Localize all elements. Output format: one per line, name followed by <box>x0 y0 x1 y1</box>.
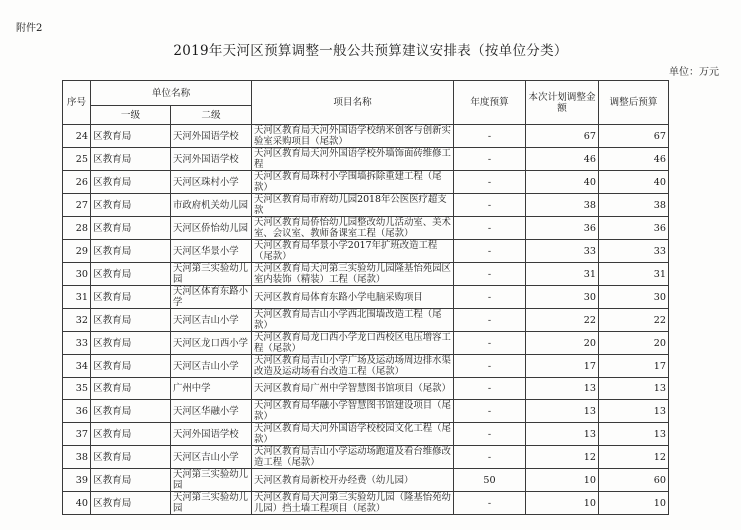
cell-level1: 区教育局 <box>91 171 171 194</box>
cell-project: 天河区教育局天河外国语学校纳米创客与创新实验室采购项目（尾款） <box>252 125 454 148</box>
header-level1: 一级 <box>91 106 171 125</box>
cell-annual-budget: - <box>454 355 526 378</box>
table-row <box>63 332 669 355</box>
header-annual-budget: 年度预算 <box>454 81 526 125</box>
cell-level2: 天河区珠村小学 <box>171 171 252 194</box>
header-project-name: 项目名称 <box>252 81 454 125</box>
cell-project: 天河区教育局新校开办经费（幼儿园） <box>252 469 454 492</box>
cell-adjusted-budget: 10 <box>599 492 669 515</box>
page-title: 2019年天河区预算调整一般公共预算建议安排表（按单位分类） <box>173 43 568 59</box>
table-row <box>63 125 669 148</box>
cell-level1: 区教育局 <box>91 492 171 515</box>
table-row <box>63 423 669 446</box>
cell-adjusted-budget: 46 <box>599 148 669 171</box>
table-row <box>63 194 669 217</box>
table-row <box>63 171 669 194</box>
cell-seq: 25 <box>63 148 91 171</box>
cell-project: 天河区教育局吉山小学运动场跑道及看台维修改造工程（尾款） <box>252 446 454 469</box>
cell-project: 天河区教育局市府幼儿园2018年公医医疗超支款 <box>252 194 454 217</box>
cell-level2: 广州中学 <box>171 378 252 400</box>
cell-seq: 30 <box>63 263 91 286</box>
cell-adjustment-amount: 17 <box>526 355 599 378</box>
cell-annual-budget: - <box>454 446 526 469</box>
budget-table <box>62 80 669 515</box>
cell-level1: 区教育局 <box>91 286 171 309</box>
cell-annual-budget: - <box>454 286 526 309</box>
cell-seq: 35 <box>63 378 91 400</box>
table-row <box>63 240 669 263</box>
cell-adjustment-amount: 31 <box>526 263 599 286</box>
cell-adjustment-amount: 38 <box>526 194 599 217</box>
cell-adjusted-budget: 22 <box>599 309 669 332</box>
cell-annual-budget: - <box>454 378 526 400</box>
cell-annual-budget: - <box>454 240 526 263</box>
cell-seq: 36 <box>63 400 91 423</box>
cell-adjusted-budget: 17 <box>599 355 669 378</box>
cell-adjusted-budget: 60 <box>599 469 669 492</box>
cell-adjusted-budget: 36 <box>599 217 669 240</box>
header-adjusted-budget: 调整后预算 <box>599 81 669 125</box>
cell-adjusted-budget: 40 <box>599 171 669 194</box>
cell-adjusted-budget: 20 <box>599 332 669 355</box>
cell-project: 天河区教育局天河外国语学校校园文化工程（尾款） <box>252 423 454 446</box>
cell-project: 天河区教育局华景小学2017年扩班改造工程（尾款） <box>252 240 454 263</box>
cell-adjusted-budget: 31 <box>599 263 669 286</box>
cell-adjustment-amount: 13 <box>526 423 599 446</box>
cell-annual-budget: 50 <box>454 469 526 492</box>
cell-adjusted-budget: 13 <box>599 423 669 446</box>
cell-project: 天河区教育局珠村小学围墙拆除重建工程（尾款） <box>252 171 454 194</box>
cell-annual-budget: - <box>454 400 526 423</box>
cell-annual-budget: - <box>454 423 526 446</box>
cell-adjustment-amount: 30 <box>526 286 599 309</box>
table-row <box>63 378 669 400</box>
cell-project: 天河区教育局龙口西小学龙口西校区电压增容工程（尾款） <box>252 332 454 355</box>
table-row <box>63 355 669 378</box>
cell-project: 天河区教育局华融小学智慧图书馆建设项目（尾款） <box>252 400 454 423</box>
table-row <box>63 217 669 240</box>
cell-adjustment-amount: 67 <box>526 125 599 148</box>
table-row <box>63 263 669 286</box>
cell-seq: 34 <box>63 355 91 378</box>
cell-annual-budget: - <box>454 309 526 332</box>
cell-seq: 31 <box>63 286 91 309</box>
cell-level2: 天河第三实验幼儿园 <box>171 263 252 286</box>
cell-level2: 天河外国语学校 <box>171 125 252 148</box>
header-adjustment-amount: 本次计划调整金额 <box>526 81 599 125</box>
cell-level1: 区教育局 <box>91 446 171 469</box>
cell-seq: 37 <box>63 423 91 446</box>
cell-level1: 区教育局 <box>91 263 171 286</box>
cell-project: 天河区教育局天河第三实验幼儿园（隆基怡苑幼儿园）挡土墙工程项目（尾款） <box>252 492 454 515</box>
cell-annual-budget: - <box>454 263 526 286</box>
cell-adjustment-amount: 10 <box>526 469 599 492</box>
cell-adjusted-budget: 38 <box>599 194 669 217</box>
cell-level1: 区教育局 <box>91 332 171 355</box>
cell-adjustment-amount: 36 <box>526 217 599 240</box>
cell-level1: 区教育局 <box>91 355 171 378</box>
cell-level2: 市政府机关幼儿园 <box>171 194 252 217</box>
cell-project: 天河区教育局天河第三实验幼儿园隆基怡苑园区室内装饰（精装）工程（尾款） <box>252 263 454 286</box>
cell-project: 天河区教育局侨怡幼儿园整改幼儿活动室、美术室、会议室、教师备课室工程（尾款） <box>252 217 454 240</box>
cell-seq: 29 <box>63 240 91 263</box>
cell-seq: 38 <box>63 446 91 469</box>
cell-adjusted-budget: 13 <box>599 400 669 423</box>
cell-level1: 区教育局 <box>91 469 171 492</box>
cell-level2: 天河区吉山小学 <box>171 446 252 469</box>
cell-project: 天河区教育局天河外国语学校外墙饰面砖维修工程 <box>252 148 454 171</box>
cell-level1: 区教育局 <box>91 125 171 148</box>
cell-level2: 天河区龙口西小学 <box>171 332 252 355</box>
cell-level2: 天河区华融小学 <box>171 400 252 423</box>
cell-project: 天河区教育局吉山小学西北围墙改造工程（尾款） <box>252 309 454 332</box>
cell-adjusted-budget: 67 <box>599 125 669 148</box>
cell-adjusted-budget: 33 <box>599 240 669 263</box>
cell-seq: 39 <box>63 469 91 492</box>
table-row <box>63 286 669 309</box>
cell-annual-budget: - <box>454 492 526 515</box>
cell-adjustment-amount: 46 <box>526 148 599 171</box>
table-row <box>63 492 669 515</box>
cell-level1: 区教育局 <box>91 423 171 446</box>
cell-level1: 区教育局 <box>91 309 171 332</box>
cell-seq: 40 <box>63 492 91 515</box>
unit-label: 单位：万元 <box>669 67 719 78</box>
cell-adjustment-amount: 12 <box>526 446 599 469</box>
cell-level1: 区教育局 <box>91 217 171 240</box>
cell-level1: 区教育局 <box>91 240 171 263</box>
table-row <box>63 148 669 171</box>
cell-adjusted-budget: 12 <box>599 446 669 469</box>
cell-annual-budget: - <box>454 332 526 355</box>
cell-level2: 天河外国语学校 <box>171 148 252 171</box>
table-row <box>63 309 669 332</box>
cell-adjustment-amount: 40 <box>526 171 599 194</box>
cell-level2: 天河外国语学校 <box>171 423 252 446</box>
table-row <box>63 400 669 423</box>
cell-adjustment-amount: 33 <box>526 240 599 263</box>
cell-annual-budget: - <box>454 148 526 171</box>
cell-adjusted-budget: 30 <box>599 286 669 309</box>
table-row <box>63 469 669 492</box>
cell-seq: 26 <box>63 171 91 194</box>
cell-adjusted-budget: 13 <box>599 378 669 400</box>
table-row <box>63 446 669 469</box>
cell-project: 天河区教育局体育东路小学电脑采购项目 <box>252 286 454 309</box>
header-level2: 二级 <box>171 106 252 125</box>
cell-level2: 天河第三实验幼儿园 <box>171 492 252 515</box>
cell-annual-budget: - <box>454 125 526 148</box>
cell-seq: 32 <box>63 309 91 332</box>
cell-seq: 27 <box>63 194 91 217</box>
cell-level2: 天河第三实验幼儿园 <box>171 469 252 492</box>
header-seq: 序号 <box>63 81 91 125</box>
cell-adjustment-amount: 20 <box>526 332 599 355</box>
cell-adjustment-amount: 10 <box>526 492 599 515</box>
cell-level2: 天河区体育东路小学 <box>171 286 252 309</box>
cell-seq: 28 <box>63 217 91 240</box>
attachment-label: 附件2 <box>16 23 43 34</box>
cell-level2: 天河区侨怡幼儿园 <box>171 217 252 240</box>
cell-level1: 区教育局 <box>91 194 171 217</box>
cell-project: 天河区教育局广州中学智慧图书馆项目（尾款） <box>252 378 454 400</box>
cell-adjustment-amount: 22 <box>526 309 599 332</box>
header-unit-name: 单位名称 <box>91 81 252 106</box>
cell-level2: 天河区吉山小学 <box>171 309 252 332</box>
cell-annual-budget: - <box>454 217 526 240</box>
cell-level2: 天河区吉山小学 <box>171 355 252 378</box>
cell-level1: 区教育局 <box>91 400 171 423</box>
cell-adjustment-amount: 13 <box>526 378 599 400</box>
cell-annual-budget: - <box>454 194 526 217</box>
cell-seq: 33 <box>63 332 91 355</box>
cell-seq: 24 <box>63 125 91 148</box>
cell-level1: 区教育局 <box>91 148 171 171</box>
cell-annual-budget: - <box>454 171 526 194</box>
cell-level1: 区教育局 <box>91 378 171 400</box>
cell-adjustment-amount: 13 <box>526 400 599 423</box>
cell-project: 天河区教育局吉山小学广场及运动场周边排水渠改造及运动场看台改造工程（尾款） <box>252 355 454 378</box>
cell-level2: 天河区华景小学 <box>171 240 252 263</box>
